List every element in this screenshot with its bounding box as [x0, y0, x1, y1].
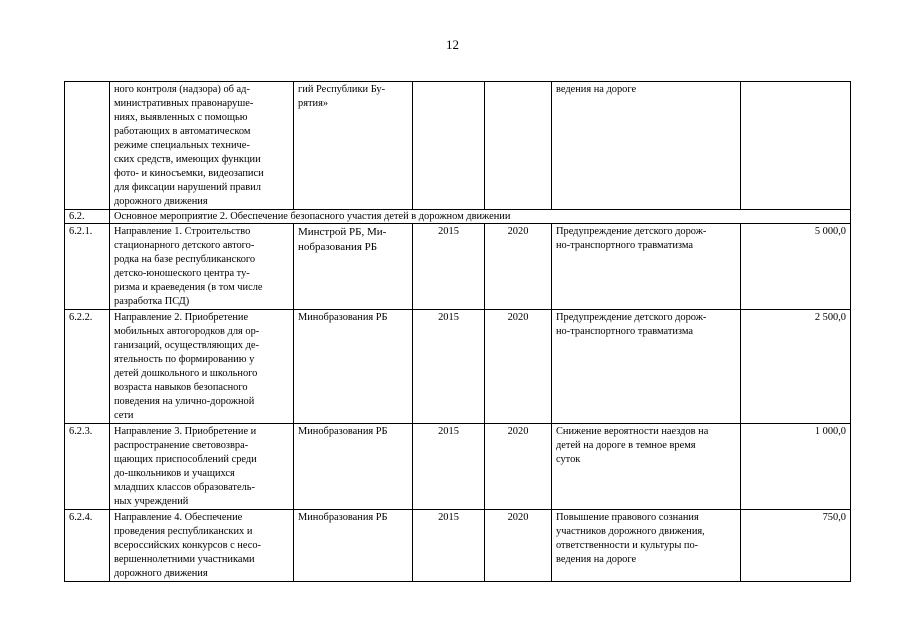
start-year-cell: 2015	[413, 424, 485, 510]
end-year-cell: 2020	[485, 224, 552, 310]
row-number-cell	[65, 82, 110, 210]
amount-cell: 1 000,0	[741, 424, 851, 510]
table-row	[65, 510, 851, 582]
executor-cell: Минобразования РБ	[294, 310, 413, 424]
row-number-cell: 6.2.4.	[65, 510, 110, 582]
result-cell: Повышение правового сознания участников дорожного движения, ответственности и культуры по- ведения на дороге	[552, 510, 741, 582]
result-cell: Предупреждение детского дорож- но-транспортного травматизма	[552, 310, 741, 424]
section-title-cell: Основное мероприятие 2. Обеспечение безопасного участия детей в дорожном движении	[110, 210, 851, 224]
activity-cell: Направление 3. Приобретение и распространение световозвра- щающих приспособлений среди до-школьников и учащихся младших классов образователь- ных учреждений	[110, 424, 294, 510]
section-number-cell: 6.2.	[65, 210, 110, 224]
executor-cell: Минобразования РБ	[294, 510, 413, 582]
start-year-cell: 2015	[413, 510, 485, 582]
result-cell: Предупреждение детского дорож- но-транспортного травматизма	[552, 224, 741, 310]
start-year-cell: 2015	[413, 224, 485, 310]
amount-cell	[741, 82, 851, 210]
start-year-cell: 2015	[413, 310, 485, 424]
row-number-cell: 6.2.1.	[65, 224, 110, 310]
result-cell: ведения на дороге	[552, 82, 741, 210]
amount-cell: 750,0	[741, 510, 851, 582]
table-row-continuation	[65, 82, 851, 210]
table-row	[65, 424, 851, 510]
section-row	[65, 210, 851, 224]
amount-cell: 5 000,0	[741, 224, 851, 310]
page-number: 12	[446, 37, 459, 52]
row-number-cell: 6.2.2.	[65, 310, 110, 424]
executor-cell: гий Республики Бу- рятия»	[294, 82, 413, 210]
start-year-cell	[413, 82, 485, 210]
executor-cell: Минстрой РБ, Ми- нобразования РБ	[294, 224, 413, 310]
end-year-cell: 2020	[485, 310, 552, 424]
end-year-cell	[485, 82, 552, 210]
activity-cell: Направление 2. Приобретение мобильных автогородков для ор- ганизаций, осуществляющих де- ятельность по формированию у детей дошкольного и школьного возраста навыков безопасного поведения на улично-дорожной сети	[110, 310, 294, 424]
amount-cell: 2 500,0	[741, 310, 851, 424]
end-year-cell: 2020	[485, 510, 552, 582]
result-cell: Снижение вероятности наездов на детей на дороге в темное время суток	[552, 424, 741, 510]
activity-cell: Направление 4. Обеспечение проведения республиканских и всероссийских конкурсов с несо- вершеннолетними участниками дорожного движения	[110, 510, 294, 582]
table-row	[65, 310, 851, 424]
table-row	[65, 224, 851, 310]
executor-cell: Минобразования РБ	[294, 424, 413, 510]
activity-cell: ного контроля (надзора) об ад- министративных правонаруше- ниях, выявленных с помощью работающих в автоматическом режиме специальных техниче- ских средств, имеющих функции фото- и киносъемки, видеозаписи для фиксации нарушений правил дорожного движения	[110, 82, 294, 210]
activity-cell: Направление 1. Строительство стационарного детского автого- родка на базе республиканского детско-юношеского центра ту- ризма и краеведения (в том числе разработка ПСД)	[110, 224, 294, 310]
end-year-cell: 2020	[485, 424, 552, 510]
row-number-cell: 6.2.3.	[65, 424, 110, 510]
program-activities-table	[64, 81, 851, 582]
